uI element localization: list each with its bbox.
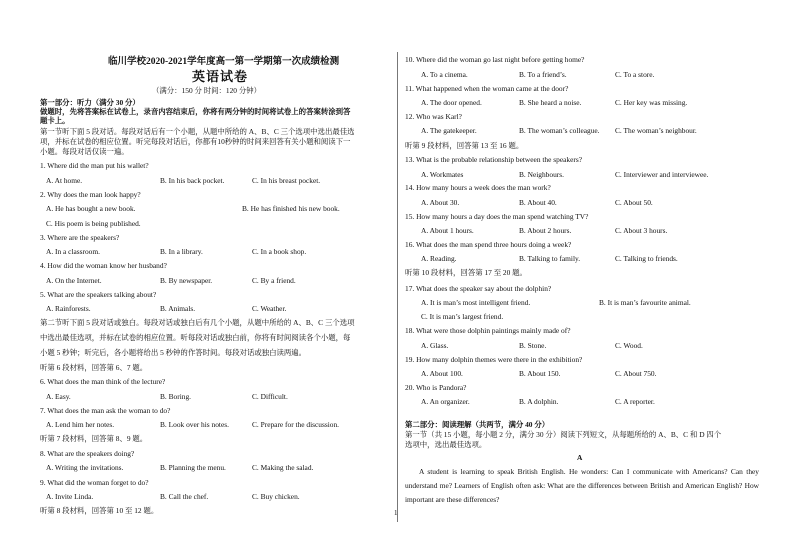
option-b: B. Animals. [160,304,196,313]
option-c: C. Prepare for the discussion. [252,420,340,429]
option-a: A. Workmates [421,170,464,179]
option-a: A. The door opened. [421,98,482,107]
option-c: C. Weather. [252,304,287,313]
option-a: A. Lend him her notes. [46,420,115,429]
option-c: C. It is man’s largest friend. [421,312,504,321]
listen-note: 听第 10 段材料，回答第 17 至 20 题。 [405,268,527,277]
question-20: 20. Who is Pandora? [405,383,467,392]
question-16: 16. What does the man spend three hours doing a week? [405,240,572,249]
option-c: C. In a book shop. [252,247,307,256]
part1-instruction: 做题时，先将答案标在试卷上，录音内容结束后，你将有两分钟的时间将试卷上的答案转涂到答 [40,107,351,116]
option-b: B. By newspaper. [160,276,213,285]
option-a: A. Easy. [46,392,71,401]
option-b: B. In his back pocket. [160,176,225,185]
option-b: B. Talking to family. [519,254,581,263]
option-c: C. To a store. [615,70,655,79]
option-c: C. Interviewer and interviewee. [615,170,709,179]
option-c: C. Making the salad. [252,463,314,472]
section1-instruction-cont: 项，并标在试卷的相应位置。听完每段对话后，你都有10秒钟的时间来回答有关小题和阅读下一 [40,137,351,146]
option-c: C. The woman’s neighbour. [615,126,697,135]
question-19: 19. How many dolphin themes were there in the exhibition? [405,355,583,364]
option-a: A. It is man’s most intelligent friend. [421,298,531,307]
question-7: 7. What does the man ask the woman to do? [40,406,171,415]
question-17: 17. What does the speaker say about the dolphin? [405,284,552,293]
section2-instruction: 第二节听下面 5 段对话或独白。每段对话或独白后有几个小题，从题中所给的 A、B、C 三个选项 [40,318,355,327]
option-b: B. About 40. [519,198,557,207]
option-a: A. He has bought a new book. [46,204,136,213]
listen-note: 听第 9 段材料，回答第 13 至 16 题。 [405,141,524,150]
option-b: B. Stone. [519,341,547,350]
question-18: 18. What were those dolphin paintings mainly made of? [405,326,571,335]
option-b: B. Look over his notes. [160,420,229,429]
question-12: 12. Who was Karl? [405,112,462,121]
passage-text: A student is learning to speak British English. He wonders: Can I communicate with Americans? Can they understand me? Learners of English often ask: What are the differences between British and American English? How important are these differences? [405,467,759,504]
question-2: 2. Why does the man look happy? [40,190,141,199]
section2-instruction-end: 小题 5 秒钟；听完后，各小题将给出 5 秒钟的作答时间。每段对话或独白读两遍。 [40,348,307,357]
question-3: 3. Where are the speakers? [40,233,120,242]
option-c: C. About 3 hours. [615,226,668,235]
page-number: 1 [394,509,398,517]
option-b: B. Neighbours. [519,170,564,179]
option-c: C. About 750. [615,369,657,378]
option-b: B. To a friend’s. [519,70,567,79]
question-8: 8. What are the speakers doing? [40,449,135,458]
option-c: C. By a friend. [252,276,296,285]
section1-instruction-end: 小题。每段对话仅读一遍。 [40,147,129,156]
listen-note: 听第 7 段材料，回答第 8、9 题。 [40,434,148,443]
option-a: A. The gatekeeper. [421,126,477,135]
score-line: （满分：150 分 时间：120 分钟） [152,86,262,95]
option-c: C. Buy chicken. [252,492,300,501]
school-title: 临川学校2020-2021学年度高一第一学期第一次成绩检测 [108,57,340,67]
option-b: B. In a library. [160,247,203,256]
option-a: A. To a cinema. [421,70,468,79]
section1-instruction: 第一节听下面 5 段对话。每段对话后有一个小题，从题中所给的 A、B、C 三个选项中选出最佳选 [40,127,355,136]
option-a: A. At home. [46,176,83,185]
option-a: A. About 30. [421,198,460,207]
listen-note: 听第 6 段材料，回答第 6、7 题。 [40,363,148,372]
option-b: B. Call the chef. [160,492,209,501]
question-4: 4. How did the woman know her husband? [40,261,167,270]
part1-instruction-cont: 题卡上。 [40,116,70,125]
section2-instruction-cont: 中选出最佳选项，并标在试卷的相应位置。听每段对话或独白前，你将有时间阅读各个小题，每 [40,333,351,342]
option-b: B. She heard a noise. [519,98,582,107]
option-b: B. The woman’s colleague. [519,126,600,135]
column-divider [397,52,398,522]
option-b: B. About 2 hours. [519,226,572,235]
option-c: C. His poem is being published. [46,219,141,228]
part2-heading: 第二部分：阅读理解（共两节，满分 40 分） [405,420,550,429]
option-c: C. Difficult. [252,392,288,401]
option-a: A. Writing the invitations. [46,463,124,472]
question-6: 6. What does the man think of the lecture? [40,377,166,386]
question-5: 5. What are the speakers talking about? [40,290,157,299]
part1-heading: 第一部分：听力（满分 30 分） [40,98,140,107]
option-b: B. Boring. [160,392,192,401]
option-c: C. In his breast pocket. [252,176,321,185]
option-a: A. Glass. [421,341,449,350]
option-b: B. About 150. [519,369,561,378]
question-14: 14. How many hours a week does the man work? [405,183,551,192]
exam-title: 英语试卷 [192,69,249,84]
option-a: A. About 1 hours. [421,226,474,235]
option-c: C. Talking to friends. [615,254,678,263]
option-a: A. On the Internet. [46,276,102,285]
option-c: C. Wood. [615,341,643,350]
question-13: 13. What is the probable relationship between the speakers? [405,155,582,164]
option-a: A. In a classroom. [46,247,100,256]
listen-note: 听第 8 段材料，回答第 10 至 12 题。 [40,506,159,515]
option-a: A. An organizer. [421,397,470,406]
option-a: A. Reading. [421,254,457,263]
option-c: C. About 50. [615,198,653,207]
option-b: B. A dolphin. [519,397,559,406]
part2-instruction-cont: 选项中，选出最佳选项。 [405,440,487,449]
option-b: B. He has finished his new book. [242,204,340,213]
part2-instruction: 第一节（共 15 小题，每小题 2 分，满分 30 分）阅读下列短文，从每题所给的 A、B、C 和 D 四个 [405,430,722,439]
option-c: C. A reporter. [615,397,655,406]
question-15: 15. How many hours a day does the man spend watching TV? [405,212,589,221]
option-b: B. Planning the menu. [160,463,226,472]
option-c: C. Her key was missing. [615,98,688,107]
question-11: 11. What happened when the woman came at the door? [405,84,569,93]
passage-letter: A [577,453,583,462]
option-a: A. Invite Linda. [46,492,94,501]
question-9: 9. What did the woman forget to do? [40,478,149,487]
question-1: 1. Where did the man put his wallet? [40,161,149,170]
option-a: A. Rainforests. [46,304,91,313]
option-a: A. About 100. [421,369,463,378]
question-10: 10. Where did the woman go last night before getting home? [405,55,585,64]
option-b: B. It is man’s favourite animal. [599,298,691,307]
